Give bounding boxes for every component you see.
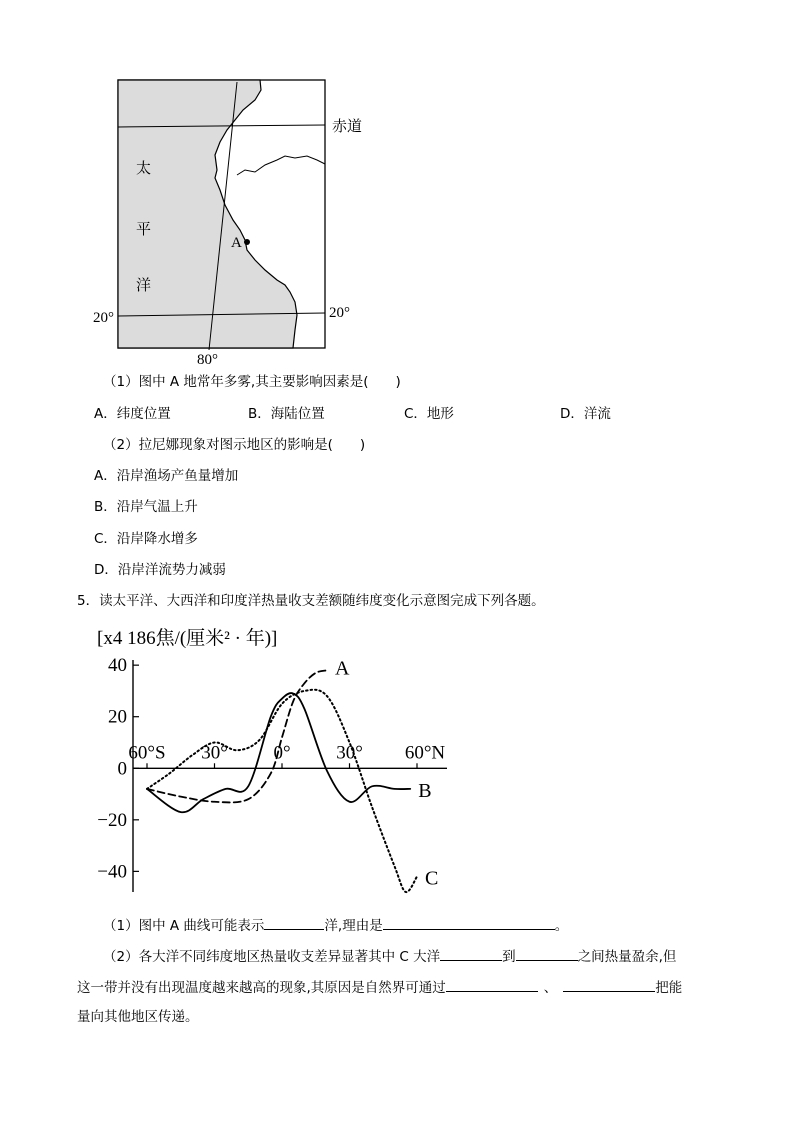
x-tick-label: 60°S	[128, 742, 166, 764]
point-a-label: A	[231, 235, 242, 251]
q4-sub2-option-b[interactable]: B．沿岸气温上升	[94, 499, 198, 515]
series-b-label: B	[418, 779, 432, 802]
q5-sub1	[103, 915, 568, 935]
ocean-char-1: 太	[136, 159, 152, 177]
q4-sub2-option-d[interactable]: D．沿岸洋流势力减弱	[94, 562, 226, 578]
x-tick-label: 30°	[336, 742, 363, 764]
heat-balance-chart	[85, 622, 465, 902]
q5-sub1-blank-ocean[interactable]	[264, 915, 324, 930]
q5-sub2-line2-part2: 、	[543, 980, 558, 996]
y-tick-label: 20	[108, 706, 127, 728]
q5-sub1-part2: 洋,理由是	[324, 918, 383, 934]
y-tick-label: 40	[108, 655, 127, 677]
x-tick-label: 30°	[201, 742, 228, 764]
chart-series	[147, 657, 438, 892]
chart-ylabel: [x4 186焦/(厘米² · 年)]	[97, 628, 278, 649]
series-c-line	[147, 690, 417, 892]
q5-sub1-part1: （1）图中 A 曲线可能表示	[103, 918, 265, 934]
q4-sub1-option-c[interactable]: C．地形	[404, 406, 454, 422]
lat-left-label: 20°	[93, 310, 114, 326]
x-tick-label: 0°	[273, 742, 291, 764]
q4-sub2-option-a[interactable]: A．沿岸渔场产鱼量增加	[94, 468, 239, 484]
point-a-marker	[244, 239, 250, 245]
lat-right-label: 20°	[329, 305, 350, 321]
q4-sub1-option-b[interactable]: B．海陆位置	[248, 406, 325, 422]
chart-axes	[97, 655, 447, 892]
q5-sub2-blank-to[interactable]	[516, 946, 578, 961]
lon-bottom-label: 80°	[197, 352, 218, 368]
q5-sub2-blank-from[interactable]	[440, 946, 502, 961]
peru-coast-map	[85, 70, 385, 370]
series-a-line	[147, 670, 327, 802]
q4-sub1-option-d[interactable]: D．洋流	[560, 406, 611, 422]
q5-sub2-blank-way1[interactable]	[446, 977, 538, 992]
q4-sub1-option-a[interactable]: A．纬度位置	[94, 406, 171, 422]
q4-sub1-stem: （1）图中 A 地常年多雾,其主要影响因素是( )	[103, 374, 401, 390]
ocean-char-2: 平	[136, 220, 152, 238]
q5-sub1-part3: 。	[554, 918, 569, 934]
q5-sub2-line1	[103, 946, 676, 966]
q5-sub2-line2-part3: 把能	[655, 980, 683, 996]
q5-sub2-line2-part1: 这一带并没有出现温度越来越高的现象,其原因是自然界可通过	[77, 980, 446, 996]
q5-sub2-line3: 量向其他地区传递。	[77, 1009, 199, 1025]
y-tick-label: −40	[97, 861, 127, 883]
x-tick-label: 60°N	[404, 742, 446, 764]
q4-sub2-option-c[interactable]: C．沿岸降水增多	[94, 531, 198, 547]
q5-sub2-blank-way2[interactable]	[563, 977, 655, 992]
q5-sub2-part2: 到	[502, 949, 516, 965]
q5-sub1-blank-reason[interactable]	[383, 915, 555, 930]
series-a-label: A	[335, 657, 350, 680]
q5-title: 5．读太平洋、大西洋和印度洋热量收支差额随纬度变化示意图完成下列各题。	[77, 593, 545, 609]
equator-label: 赤道	[332, 117, 363, 135]
series-c-label: C	[425, 867, 439, 890]
q5-sub2-part3: 之间热量盈余,但	[577, 949, 677, 965]
y-tick-label: −20	[97, 809, 127, 831]
ocean-char-3: 洋	[136, 276, 152, 294]
q5-sub2-part1: （2）各大洋不同纬度地区热量收支差异显著其中 C 大洋	[103, 949, 441, 965]
q4-sub2-stem: （2）拉尼娜现象对图示地区的影响是( )	[103, 437, 366, 453]
y-tick-label: 0	[117, 758, 127, 780]
q5-sub2-line2	[77, 977, 682, 997]
